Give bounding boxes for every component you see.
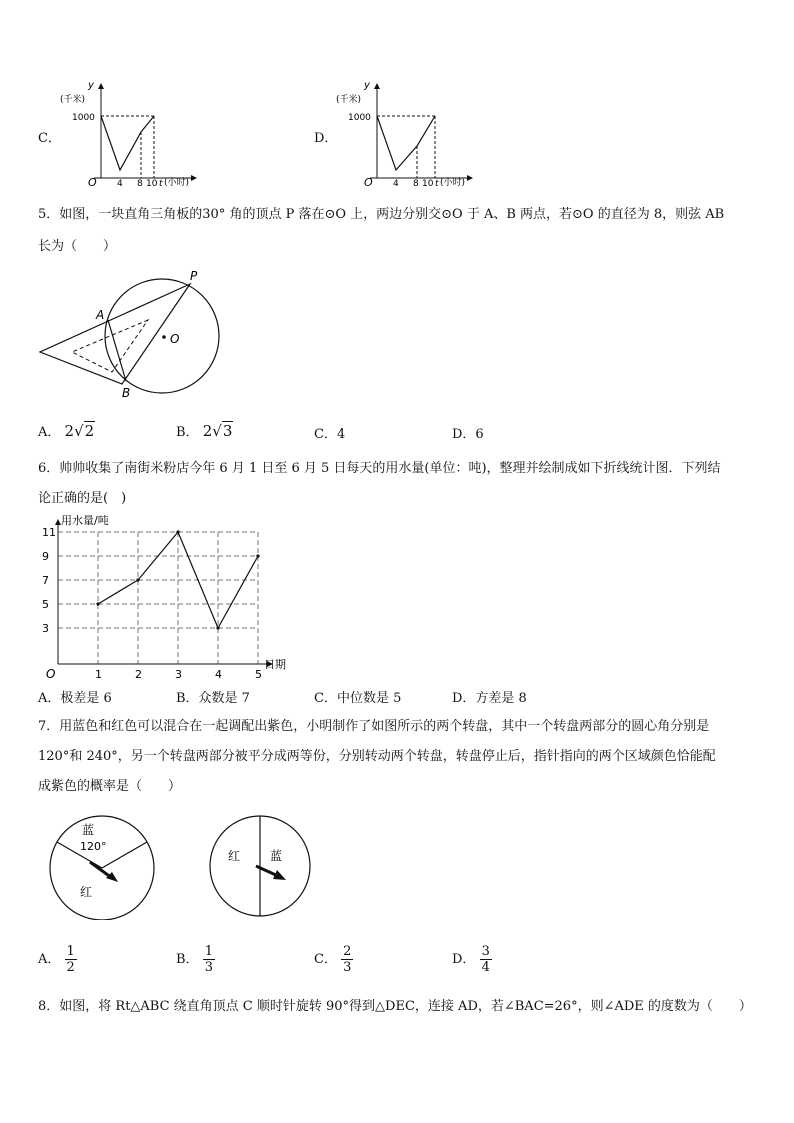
- x-axis-label: 日期: [264, 658, 286, 671]
- spinner1-divider-right: [102, 842, 147, 868]
- spinner2-red-label: 红: [228, 849, 241, 863]
- data-point: [136, 578, 139, 581]
- x-tick-4: 4: [117, 179, 123, 189]
- q6-option-a[interactable]: A．极差是 6: [38, 691, 112, 706]
- q4-option-c-graph: [58, 78, 198, 190]
- q4-option-c-label: C．: [38, 131, 61, 146]
- q7-option-b[interactable]: B． $\frac{1}{3}$: [176, 944, 213, 975]
- q6-question-line1: 6．帅帅收集了南街米粉店今年 6 月 1 日至 6 月 5 日每天的用水量(单位：吨)，整理并绘制成如下折线统计图．下列结: [38, 461, 721, 476]
- x-tick-8: 8: [413, 179, 419, 189]
- x-tick-label: 2: [135, 668, 142, 681]
- x-label: t: [159, 179, 163, 189]
- q5-option-b[interactable]: B． 2√3: [176, 422, 233, 440]
- x-tick-10: 10: [146, 179, 158, 189]
- label-b: B: [122, 386, 131, 400]
- y-label: y: [88, 80, 94, 91]
- y-tick-label: 3: [42, 622, 49, 635]
- x-tick-8: 8: [137, 179, 143, 189]
- q7-question-line3: 成紫色的概率是（ ）: [38, 779, 182, 794]
- y-tick-label: 5: [42, 598, 49, 611]
- spinner1-angle-label: 120°: [80, 840, 107, 853]
- q7-question-line1: 7．用蓝色和红色可以混合在一起调配出紫色，小明制作了如图所示的两个转盘，其中一个转盘两部分的圆心角分别是: [38, 719, 710, 734]
- x-unit: (小时): [164, 178, 190, 188]
- y-tick-label: 7: [42, 574, 49, 587]
- x-tick-label: 1: [95, 668, 102, 681]
- spinner1-red-label: 红: [80, 885, 93, 899]
- q4-option-d-graph: [334, 78, 474, 190]
- q7-spinner-halves: [206, 812, 314, 920]
- q8-question-line1: 8．如图，将 Rt△ABC 绕直角顶点 C 顺时针旋转 90°得到△DEC，连接 AD，若∠BAC=26°，则∠ADE 的度数为（ ）: [38, 999, 752, 1014]
- x-label: t: [435, 179, 439, 189]
- q6-line-chart: [34, 512, 304, 682]
- y-unit: (千米): [60, 95, 86, 105]
- x-tick-10: 10: [422, 179, 434, 189]
- center-point: [162, 335, 166, 339]
- origin-label: O: [364, 176, 373, 189]
- q7-option-d[interactable]: D． $\frac{3}{4}$: [452, 944, 490, 975]
- q7-option-a[interactable]: A． $\frac{1}{2}$: [38, 944, 75, 975]
- data-point: [176, 530, 179, 533]
- y-axis-label: 用水量/吨: [61, 514, 109, 527]
- origin-label: O: [46, 667, 56, 681]
- label-o: O: [170, 332, 180, 346]
- graph-line: [377, 116, 435, 170]
- q5-option-d[interactable]: D．6: [452, 427, 484, 442]
- label-p: P: [190, 269, 198, 283]
- x-tick-label: 3: [175, 668, 182, 681]
- q5-option-a[interactable]: A． 2√2: [38, 422, 95, 440]
- y-value: 1000: [72, 113, 95, 123]
- x-unit: (小时): [440, 178, 466, 188]
- q4-option-d-label: D．: [314, 131, 338, 146]
- q7-spinner-120-240: [36, 812, 170, 920]
- spinner2-pointer-arrow-icon: [273, 870, 286, 880]
- x-tick-4: 4: [393, 179, 399, 189]
- y-tick-label: 11: [42, 526, 56, 539]
- data-point: [256, 554, 259, 557]
- spinner2-blue-label: 蓝: [270, 849, 283, 863]
- y-label: y: [364, 80, 370, 91]
- q5-figure: [36, 264, 236, 404]
- q5-question-line2: 长为（ ）: [38, 239, 117, 254]
- x-tick-label: 5: [255, 668, 262, 681]
- q7-question-line2: 120°和 240°，另一个转盘两部分被平分成两等份，分别转动两个转盘，转盘停止后，指针指向的两个区域颜色恰能配: [38, 749, 716, 764]
- y-value: 1000: [348, 113, 371, 123]
- label-a: A: [96, 308, 105, 322]
- q6-option-b[interactable]: B．众数是 7: [176, 691, 250, 706]
- origin-label: O: [88, 176, 97, 189]
- y-tick-label: 9: [42, 550, 49, 563]
- q7-option-c[interactable]: C． $\frac{2}{3}$: [314, 944, 352, 975]
- q6-question-line2: 论正确的是( ): [38, 491, 127, 506]
- x-tick-label: 4: [215, 668, 222, 681]
- q5-question-line1: 5．如图，一块直角三角板的30° 角的顶点 P 落在⊙O 上，两边分别交⊙O 于 A、B 两点，若⊙O 的直径为 8，则弦 AB: [38, 207, 725, 222]
- spinner1-blue-label: 蓝: [82, 823, 95, 837]
- q5-option-c[interactable]: C．4: [314, 427, 346, 442]
- graph-line: [101, 116, 154, 170]
- q6-option-d[interactable]: D．方差是 8: [452, 691, 527, 706]
- y-unit: (千米): [336, 95, 362, 105]
- data-point: [216, 626, 219, 629]
- data-point: [96, 602, 99, 605]
- q6-option-c[interactable]: C．中位数是 5: [314, 691, 402, 706]
- spinner2-pointer: [256, 866, 278, 876]
